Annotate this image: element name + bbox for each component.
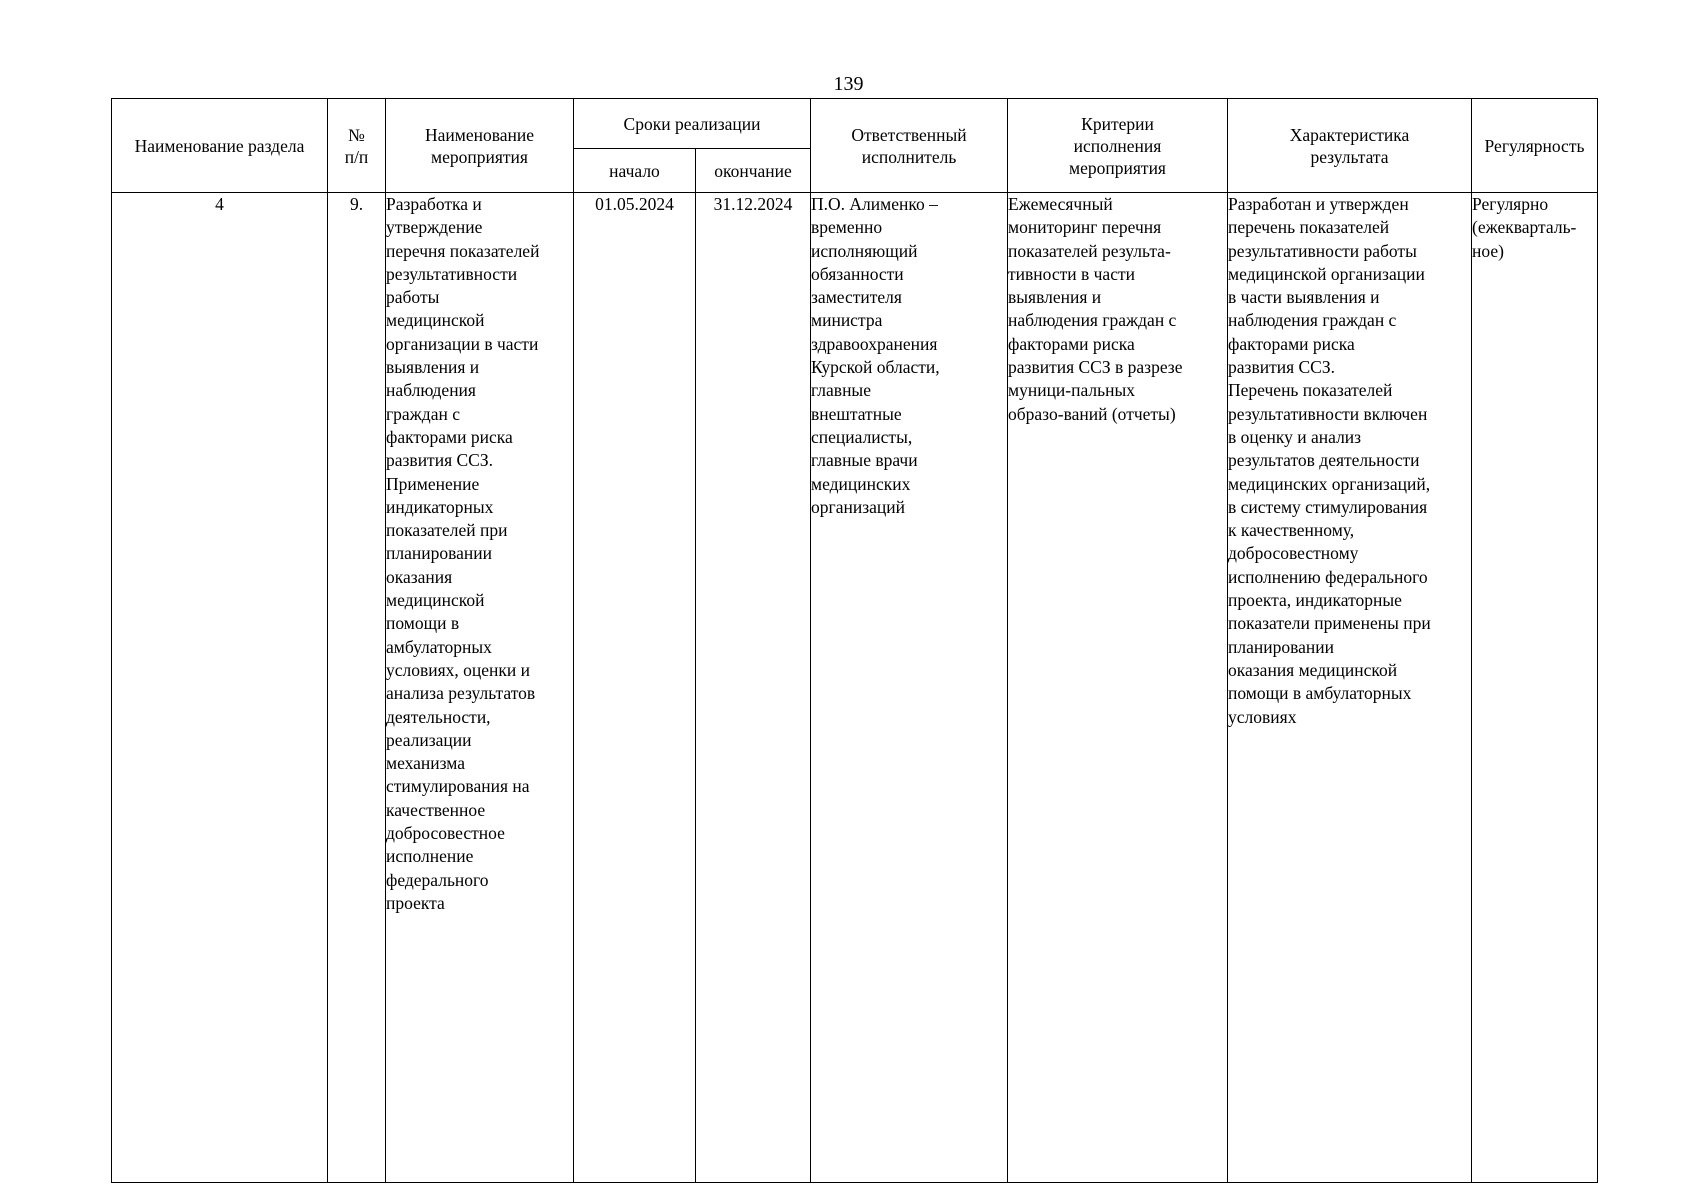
header-terms: Сроки реализации: [574, 99, 811, 149]
header-regularity: Регулярность: [1472, 99, 1598, 193]
header-section-name: Наименование раздела: [112, 99, 328, 193]
cell-responsible: П.О. Алименко – временно исполняющий обязанности заместителя министра здравоохранения Курской области, главные внештатные специалисты, главные врачи медицинских организаций: [811, 193, 1008, 1183]
table-row: [112, 193, 1598, 1183]
plan-table: [111, 98, 1598, 1183]
page-number: 139: [833, 73, 864, 95]
cell-section: 4: [112, 193, 328, 1183]
cell-number: 9.: [328, 193, 386, 1183]
header-result: Характеристика результата: [1228, 99, 1472, 193]
header-event-name: Наименование мероприятия: [386, 99, 574, 193]
cell-criteria: Ежемесячный мониторинг перечня показателей результа- тивности в части выявления и наблюдения граждан с факторами риска развития ССЗ в разрезе муници-пальных образо-ваний (отчеты): [1008, 193, 1228, 1183]
header-end: окончание: [696, 149, 811, 193]
cell-start-date: 01.05.2024: [574, 193, 696, 1183]
header-responsible: Ответственный исполнитель: [811, 99, 1008, 193]
header-number: № п/п: [328, 99, 386, 193]
cell-event: Разработка и утверждение перечня показателей результативности работы медицинской организации в части выявления и наблюдения граждан с факторами риска развития ССЗ. Применение индикаторных показателей при планировании оказания медицинской помощи в амбулаторных условиях, оценки и анализа результатов деятельности, реализации механизма стимулирования на качественное добросовестное исполнение федерального проекта: [386, 193, 574, 1183]
cell-regularity: Регулярно (ежекварталь- ное): [1472, 193, 1598, 1183]
header-start: начало: [574, 149, 696, 193]
cell-end-date: 31.12.2024: [696, 193, 811, 1183]
cell-result: Разработан и утвержден перечень показателей результативности работы медицинской организации в части выявления и наблюдения граждан с факторами риска развития ССЗ. Перечень показателей результативности включен в оценку и анализ результатов деятельности медицинских организаций, в систему стимулирования к качественному, добросовестному исполнению федерального проекта, индикаторные показатели применены при планировании оказания медицинской помощи в амбулаторных условиях: [1228, 193, 1472, 1183]
header-criteria: Критерии исполнения мероприятия: [1008, 99, 1228, 193]
